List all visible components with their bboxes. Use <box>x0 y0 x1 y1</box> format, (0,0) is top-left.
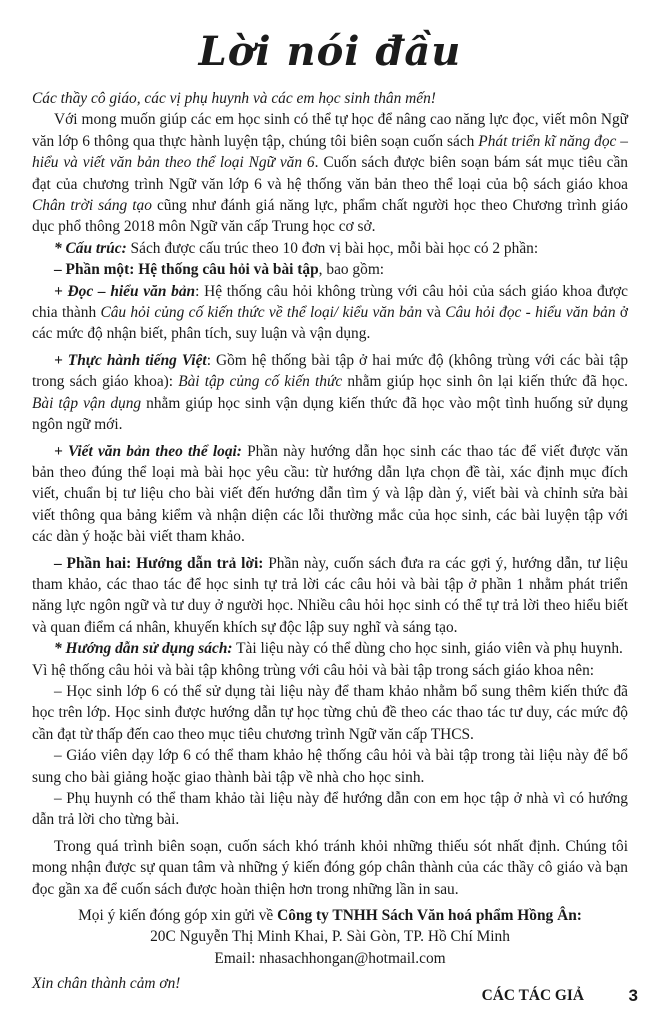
practice-label: + Thực hành tiếng Việt <box>54 351 207 369</box>
part-two-text: Phần này, cuốn sách đưa ra các gợi ý, hướng dẫn, tư liệu tham khảo, các thao tác để học sinh tự trả lời các câu hỏi và bài tập ở phần 1 nhằm phát triển năng lực ngôn ngữ và tư duy ở người học. Nhiều câu hỏi học sinh có thể tự trả lời theo hiểu biết và quan điểm cá nhân, khuyến khích sự độc lập suy nghĩ và sáng tạo. <box>32 554 628 636</box>
contact-lead: Mọi ý kiến đóng góp xin gửi về <box>78 907 278 925</box>
practice-italic-1: Bài tập củng cố kiến thức <box>178 373 343 391</box>
document-body <box>32 88 628 1007</box>
usage-paragraph <box>32 638 628 659</box>
part-two-paragraph <box>32 553 628 639</box>
closing-paragraph: Trong quá trình biên soạn, cuốn sách khó tránh khỏi những thiếu sót nhất định. Chúng tôi mong nhận được sự quan tâm và những ý kiến đóng góp chân thành của các thầy cô giáo và bạn đọc gần xa để cuốn sách được hoàn thiện hơn trong những lần in sau. <box>32 837 628 898</box>
intro-text: Với mong muốn giúp các em học sinh có thể tự học để nâng cao năng lực đọc, viết môn Ngữ văn lớp 6 thông qua thực hành luyện tập, chúng tôi biên soạn cuốn sách <box>32 111 628 150</box>
thanks-line: Xin chân thành cảm ơn! <box>32 975 181 993</box>
writing-paragraph <box>32 441 628 548</box>
usage-label: * Hướng dẫn sử dụng sách: <box>54 640 233 658</box>
practice-text: : Gồm hệ thống bài tập ở hai mức độ (không trùng với các bài tập trong sách giáo khoa): <box>32 351 629 391</box>
practice-italic-2: Bài tập vận dụng <box>32 394 142 412</box>
structure-paragraph <box>32 238 628 259</box>
publisher-email: Email: nhasachhongan@hotmail.com <box>214 949 446 967</box>
signature-row <box>32 973 628 1006</box>
intro-text-3: cũng như đánh giá năng lực, phẩm chất người học theo Chương trình giáo dục phổ thông 2018 môn Ngữ văn cấp Trung học cơ sở. <box>32 197 628 236</box>
book-title: Phát triển kĩ năng đọc – hiểu và viết văn bản theo thể loại Ngữ văn 6 <box>32 132 628 172</box>
practice-paragraph <box>32 350 628 436</box>
structure-text: Sách được cấu trúc theo 10 đơn vị bài học, mỗi bài học có 2 phần: <box>126 239 539 257</box>
reading-paragraph <box>32 281 628 345</box>
intro-paragraph <box>32 109 628 237</box>
reading-text: : Hệ thống câu hỏi không trùng với câu hỏi của sách giáo khoa được chia thành <box>32 282 628 322</box>
publisher-name: Công ty TNHH Sách Văn hoá phẩm Hồng Ân: <box>277 907 582 925</box>
reading-label: + Đọc – hiểu văn bản <box>54 282 196 300</box>
writing-label: + Viết văn bản theo thể loại: <box>54 442 242 460</box>
page-title: Lời nói đầu <box>198 28 462 75</box>
reading-text-2: và <box>422 304 446 322</box>
usage-text: Tài liệu này có thể dùng cho học sinh, giáo viên và phụ huynh. <box>232 640 623 658</box>
reading-italic-1: Câu hỏi củng cố kiến thức về thể loại/ kiểu văn bản <box>100 304 423 322</box>
parents-paragraph: – Phụ huynh có thể tham khảo tài liệu này để hướng dẫn con em học tập ở nhà vì có hướng dẫn trả lời cho từng bài. <box>32 790 628 829</box>
practice-text-3: nhằm giúp học sinh vận dụng kiến thức đã học vào một tình huống sử dụng ngôn ngữ mới. <box>32 394 628 434</box>
page-number: 3 <box>628 986 638 1005</box>
authors-signature: CÁC TÁC GIẢ <box>481 987 584 1005</box>
teachers-paragraph: – Giáo viên dạy lớp 6 có thể tham khảo hệ thống câu hỏi và bài tập trong tài liệu này để bổ sung cho bài giảng hoặc giao thành bài tập về nhà cho học sinh. <box>32 747 628 786</box>
part-one-text: , bao gồm: <box>318 261 385 279</box>
intro-text-2: . Cuốn sách được biên soạn bám sát mục tiêu cần đạt của chương trình Ngữ văn lớp 6 và hệ thống văn bản theo thể loại của bộ sách giáo khoa <box>32 154 628 193</box>
reading-text-3: ở các mức độ nhận biết, phân tích, suy luận và vận dụng. <box>32 304 628 343</box>
students-paragraph: – Học sinh lớp 6 có thể sử dụng tài liệu này để tham khảo nhằm bổ sung thêm kiến thức đã học trên lớp. Học sinh được hướng dẫn tự học từng chủ đề theo các thao tác tư duy, các mức độ cần đạt từ thấp đến cao theo mục tiêu chương trình Ngữ văn cấp THCS. <box>32 682 628 743</box>
usage-continuation: Vì hệ thống câu hỏi và bài tập không trùng với câu hỏi và bài tập trong sách giáo khoa nên: <box>32 661 595 679</box>
part-one-label: – Phần một: Hệ thống câu hỏi và bài tập <box>54 261 319 279</box>
part-one-paragraph <box>32 259 628 280</box>
practice-text-2: nhằm giúp học sinh ôn lại kiến thức đã học. <box>342 373 629 391</box>
reading-italic-2: Câu hỏi đọc - hiểu văn bản <box>445 304 616 322</box>
writing-text: Phần này hướng dẫn học sinh các thao tác để viết được văn bản theo đúng thể loại mà bài học yêu cầu: từ hướng dẫn lựa chọn đề tài, xác định mục đích viết, chuẩn bị tư liệu cho bài viết đến hướng dẫn tìm ý và lập dàn ý, viết bài và chỉnh sửa bài viết thông qua bảng kiểm và nhận diện các lỗi thường mắc của học sinh, các bài luyện tập với các dàn ý hoặc bài viết tham khảo. <box>32 442 628 546</box>
publisher-address: 20C Nguyễn Thị Minh Khai, P. Sài Gòn, TP. Hồ Chí Minh <box>150 928 510 946</box>
textbook-series: Chân trời sáng tạo <box>32 197 152 215</box>
contact-line <box>32 905 628 926</box>
part-two-label: – Phần hai: Hướng dẫn trả lời: <box>54 554 264 572</box>
greeting: Các thầy cô giáo, các vị phụ huynh và các em học sinh thân mến! <box>32 90 436 107</box>
structure-label: * Cấu trúc: <box>54 239 127 257</box>
